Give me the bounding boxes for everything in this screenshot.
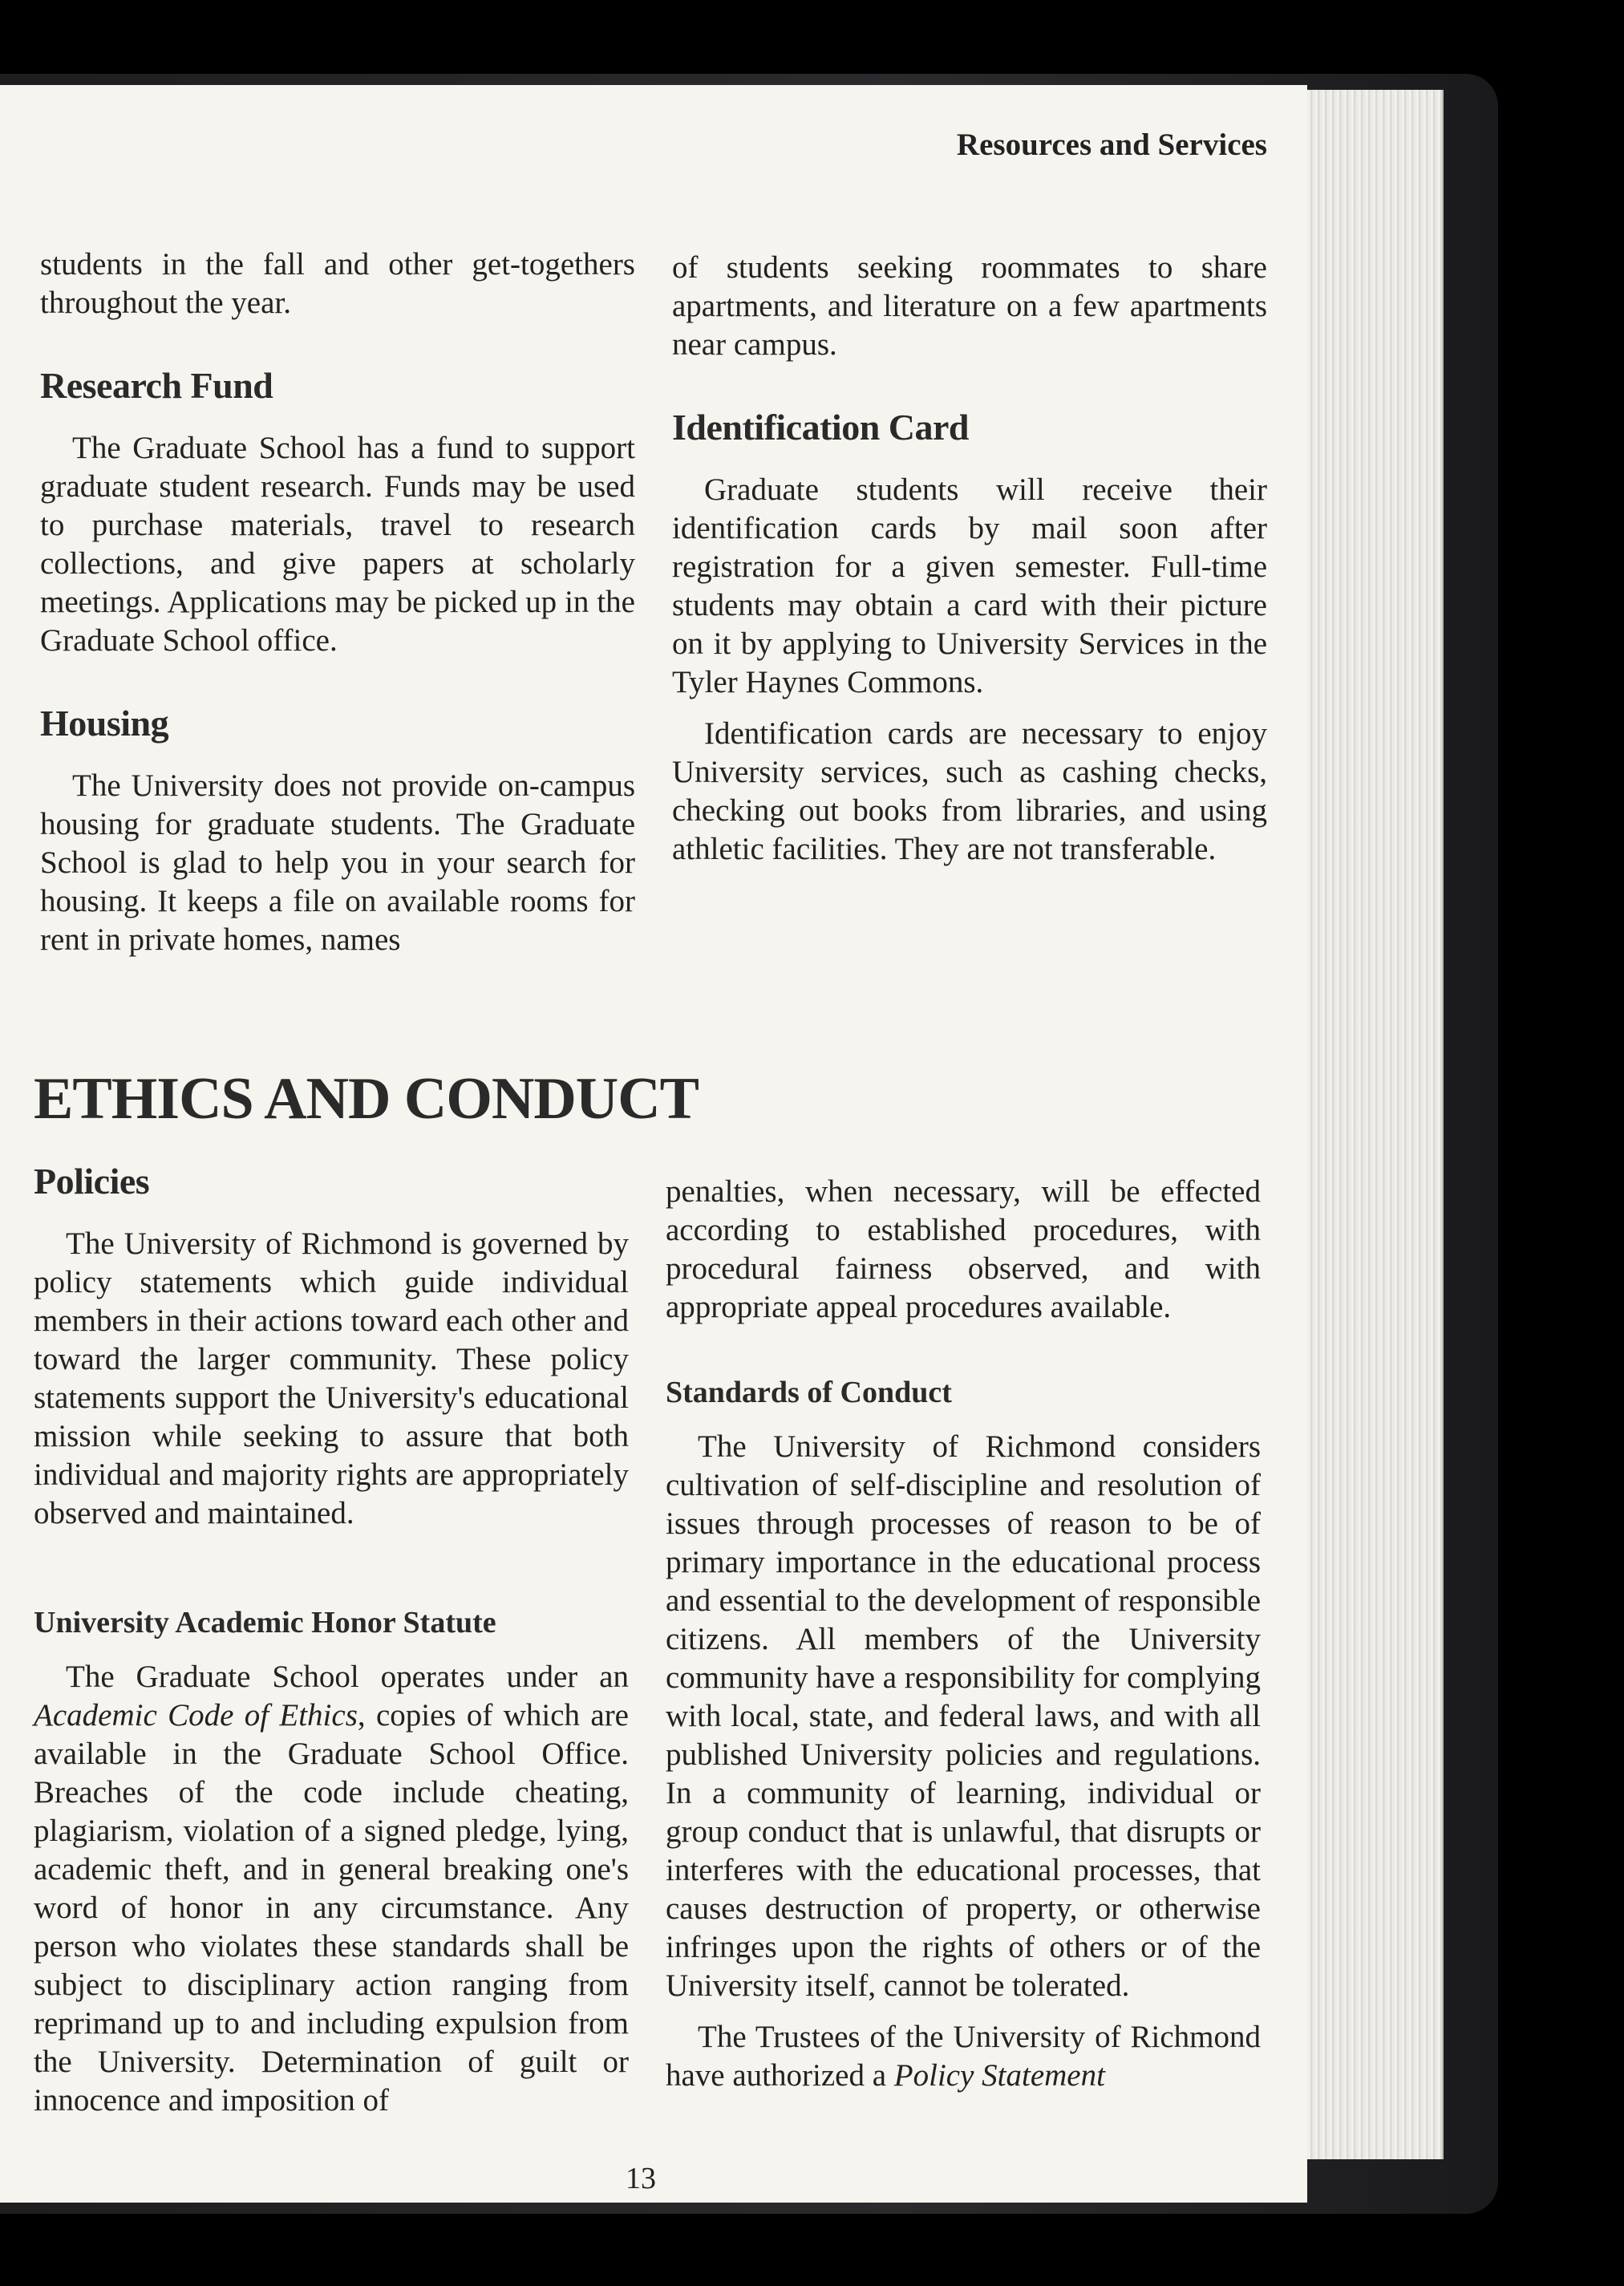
right-column-top [672,249,1267,869]
honor-text-after: , copies of which are available in the Graduate School Office. Breaches of the code include cheating, plagiarism, violation of a signed pledge, lying, academic theft, and in general breaking one's word of honor in any circumstance. Any person who violates these standards shall be subject to disciplinary action ranging from reprimand up to and including expulsion from the University. Determination of guilt or innocence and imposition of [34,1698,629,2118]
running-head: Resources and Services [956,128,1267,162]
paragraph-policies: The University of Richmond is governed by policy statements which guide individual members in their actions toward each other and toward the larger community. These policy statements support the University's educational mission while seeking to assure that both individual and majority rights are appropriately observed and maintained. [34,1226,629,1530]
page-number: 13 [626,2162,656,2195]
heading-policies: Policies [34,1161,150,1202]
paragraph-honor-statute [34,1658,629,2120]
page-edges [1299,90,1444,2159]
paragraph-housing: The University does not provide on-campus housing for graduate students. The Graduate School is glad to help you in your search for housing. It keeps a file on available rooms for rent in private homes, names [40,768,635,957]
paragraph-roommates: of students seeking roommates to share apartments, and literature on a few apartments near campus. [672,250,1267,362]
paragraph-standards: The University of Richmond considers cultivation of self-discipline and resolution of issues through processes of reason to be of primary importance in the educational process and essential to the development of responsible citizens. All members of the University community have a responsibility for complying with local, state, and federal laws, and with all published University policies and regulations. In a community of learning, individual or group conduct that is unlawful, that disrupts or interferes with the educational processes, that causes destruction of property, or otherwise infringes upon the rights of others or of the University itself, cannot be tolerated. [666,1429,1261,2003]
trustees-text: The Trustees of the University of Richmond have authorized a [666,2020,1261,2093]
section-title: ETHICS AND CONDUCT [34,1066,699,1132]
left-column-top [40,245,635,959]
trustees-italic: Policy Statement [893,2058,1105,2093]
heading-honor-statute: University Academic Honor Statute [34,1606,496,1640]
heading-identification-card: Identification Card [672,407,969,448]
paragraph-id-card-1: Graduate students will receive their identification cards by mail soon after registration for a given semester. Full-time students may obtain a card with their picture on it by applying to University Services in the Tyler Haynes Commons. [672,472,1267,699]
paragraph-penalties: penalties, when necessary, will be effected according to established procedures, with procedural fairness observed, and with appropriate appeal procedures available. [666,1174,1261,1324]
heading-housing: Housing [40,703,169,744]
paragraph-id-card-2: Identification cards are necessary to enjoy University services, such as cashing checks, checking out books from libraries, and using athletic facilities. They are not transferable. [672,716,1267,866]
heading-standards-of-conduct: Standards of Conduct [666,1376,952,1409]
paragraph-continuation: students in the fall and other get-togethers throughout the year. [40,247,635,320]
honor-text-before: The Graduate School operates under an [66,1660,629,1694]
heading-research-fund: Research Fund [40,365,273,406]
left-column-bottom [34,1160,629,2120]
book-page [0,85,1307,2203]
paragraph-trustees [666,2018,1261,2095]
paragraph-research-fund: The Graduate School has a fund to support graduate student research. Funds may be used to purchase materials, travel to research collections, and give papers at scholarly meetings. Applications may be picked up in the Graduate School office. [40,431,635,658]
right-column-bottom [666,1173,1261,2095]
honor-text-italic: Academic Code of Ethics [34,1698,358,1733]
